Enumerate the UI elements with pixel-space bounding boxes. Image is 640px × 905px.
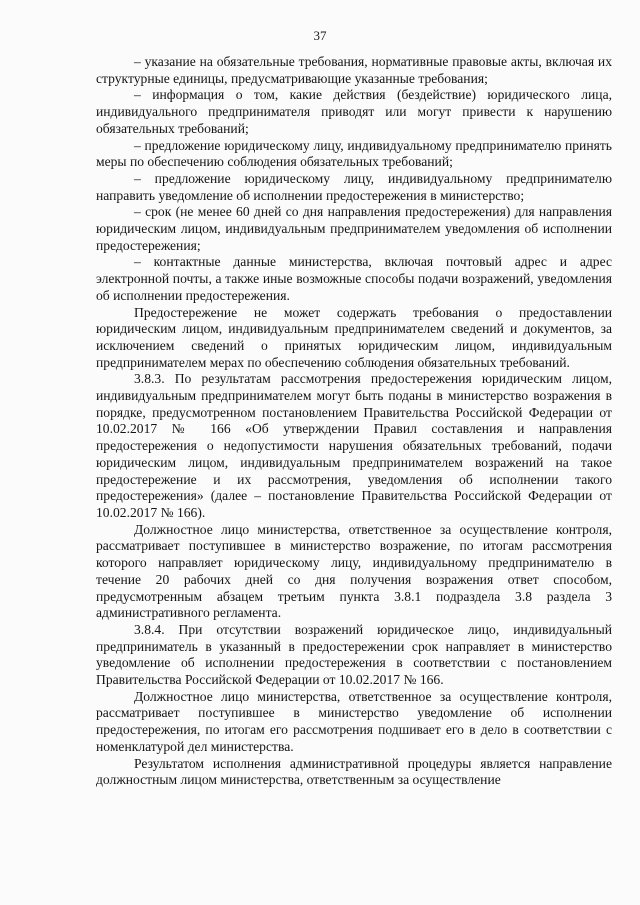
paragraph-objection-review: Должностное лицо министерства, ответственное за осуществление контроля, рассматривает поступившее в министерство возражение, по итогам рассмотрения которого направляет юридическому лицу, индивидуальному предпринимателю в течение 20 рабочих дней со дня получения возражения ответ способом, предусмотренным абзацем третьим пункта 3.8.1 подраздела 3.8 раздела 3 административного регламента. (96, 521, 612, 621)
paragraph-3-8-3: 3.8.3. По результатам рассмотрения предостережения юридическим лицом, индивидуальным предпринимателем могут быть поданы в министерство возражения в порядке, предусмотренном постановлением Правительства Российской Федерации от 10.02.2017 № 166 «Об утверждении Правил составления и направления предостережения о недопустимости нарушения обязательных требований, подачи юридическим лицом, индивидуальным предпринимателем возражений на такое предостережение и их рассмотрения, уведомления об исполнении такого предостережения» (далее – постановление Правительства Российской Федерации от 10.02.2017 № 166). (96, 371, 612, 520)
page-number: 37 (313, 28, 327, 43)
paragraph-3-8-4: 3.8.4. При отсутствии возражений юридическое лицо, индивидуальный предприниматель в указанный в предостережении срок направляет в министерство уведомление об исполнении предостережения в соответствии с постановлением Правительства Российской Федерации от 10.02.2017 № 166. (96, 621, 612, 688)
paragraph-actions-info: – информация о том, какие действия (бездействие) юридического лица, индивидуального предпринимателя приводят или могут привести к нарушению обязательных требований; (96, 87, 612, 136)
paragraph-requirements: – указание на обязательные требования, нормативные правовые акты, включая их структурные единицы, предусматривающие указанные требования; (96, 54, 612, 86)
paragraph-contacts: – контактные данные министерства, включая почтовый адрес и адрес электронной почты, а также иные возможные способы подачи возражений, уведомления об исполнении предостережения. (96, 254, 612, 303)
paragraph-warning-limits: Предостережение не может содержать требования о предоставлении юридическим лицом, индивидуальным предпринимателем сведений и документов, за исключением сведений о принятых юридическим лицом, индивидуальным предпринимателем мерах по обеспечению соблюдения обязательных требований. (96, 304, 612, 370)
paragraph-proposal-notice: – предложение юридическому лицу, индивидуальному предпринимателю направить уведомление об исполнении предостережения в министерство; (96, 170, 612, 203)
paragraph-deadline: – срок (не менее 60 дней со дня направления предостережения) для направления юридическим лицом, индивидуальным предпринимателем уведомления об исполнении предостережения; (96, 204, 612, 253)
paragraph-result: Результатом исполнения административной процедуры является направление должностным лицом министерства, ответственным за осуществление (96, 755, 612, 788)
body-text (96, 54, 612, 789)
paragraph-notice-review: Должностное лицо министерства, ответственное за осуществление контроля, рассматривает поступившее в министерство уведомление об исполнении предостережения, по итогам его рассмотрения подшивает его в дело в соответствии с номенклатурой дел министерства. (96, 688, 612, 754)
paragraph-proposal-measures: – предложение юридическому лицу, индивидуальному предпринимателю принять меры по обеспечению соблюдения обязательных требований; (96, 137, 612, 170)
